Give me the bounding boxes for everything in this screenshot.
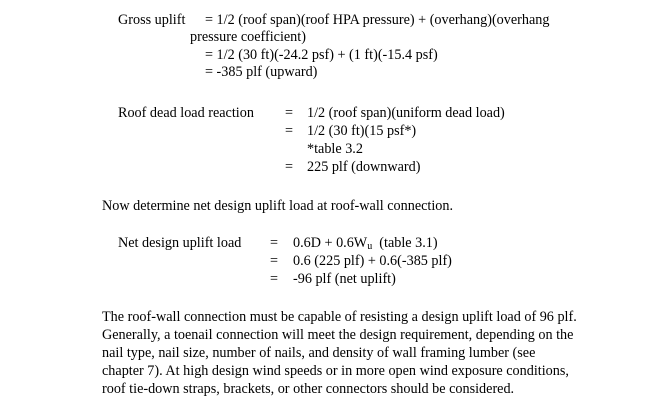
intro-sentence: Now determine net design uplift load at roof-wall connection. (102, 198, 454, 214)
conclusion-line-3: nail type, nail size, number of nails, and density of wall framing lumber (see (102, 345, 536, 361)
conclusion-line-4: chapter 7). At high design wind speeds or in more open wind exposure conditions, (102, 363, 569, 379)
roof-dead-load-footnote: *table 3.2 (307, 141, 363, 157)
roof-dead-load-sign-2: = (285, 123, 294, 139)
net-uplift-sign-1: = (270, 235, 279, 251)
roof-dead-load-equation-2: 1/2 (30 ft)(15 psf*) (307, 123, 417, 139)
net-uplift-label: Net design uplift load (118, 235, 242, 251)
net-uplift-equation-1-reference: (table 3.1) (372, 235, 438, 251)
gross-uplift-equation-1: = 1/2 (roof span)(roof HPA pressure) + (overhang)(overhang (205, 12, 550, 28)
gross-uplift-label: Gross uplift (118, 12, 186, 28)
roof-dead-load-sign-1: = (285, 105, 294, 121)
net-uplift-equation-2: 0.6 (225 plf) + 0.6(-385 plf) (293, 253, 452, 269)
net-uplift-sign-3: = (270, 271, 279, 287)
roof-dead-load-equation-3: 225 plf (downward) (307, 159, 421, 175)
conclusion-line-5: roof tie-down straps, brackets, or other connectors should be considered. (102, 381, 515, 397)
roof-dead-load-sign-3: = (285, 159, 294, 175)
net-uplift-equation-3: -96 plf (net uplift) (293, 271, 396, 287)
net-uplift-equation-1 (293, 235, 438, 252)
conclusion-line-2: Generally, a toenail connection will meet the design requirement, depending on the (102, 327, 574, 343)
net-uplift-equation-1-main: 0.6D + 0.6W (293, 235, 368, 251)
net-uplift-sign-2: = (270, 253, 279, 269)
conclusion-line-1: The roof-wall connection must be capable of resisting a design uplift load of 96 plf. (102, 309, 577, 325)
gross-uplift-equation-2: = 1/2 (30 ft)(-24.2 psf) + (1 ft)(-15.4 psf) (205, 47, 438, 63)
net-uplift-equation-1-subscript: u (367, 241, 373, 252)
roof-dead-load-equation-1: 1/2 (roof span)(uniform dead load) (307, 105, 505, 121)
gross-uplift-equation-3: = -385 plf (upward) (205, 64, 318, 80)
gross-uplift-equation-1-continued: pressure coefficient) (190, 29, 306, 45)
roof-dead-load-label: Roof dead load reaction (118, 105, 254, 121)
